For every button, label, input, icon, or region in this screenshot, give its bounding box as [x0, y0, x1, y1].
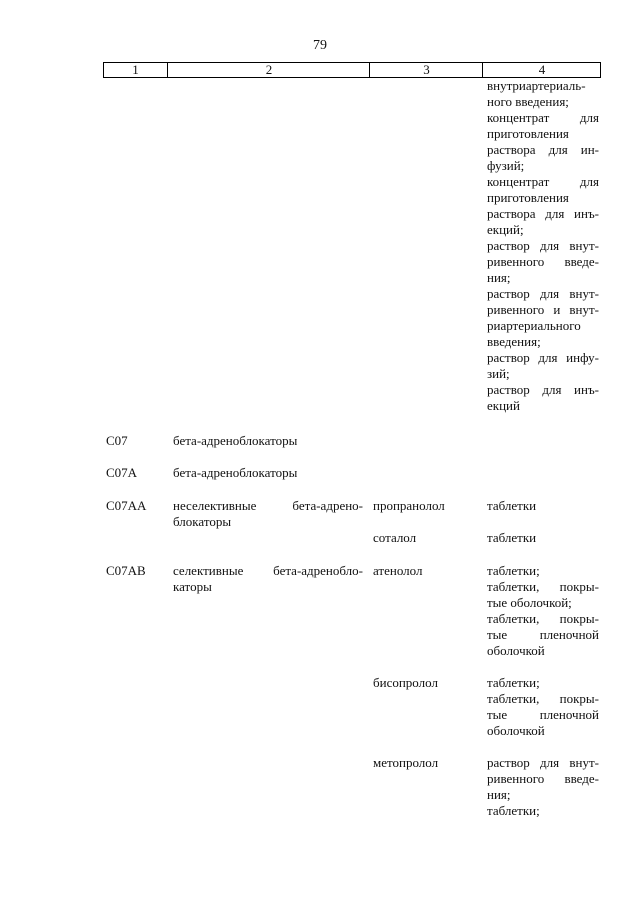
table-header: [103, 62, 601, 78]
group-line: каторы: [173, 579, 212, 594]
form-line: концентрат для: [487, 174, 599, 189]
form-line: ривенного и внут-: [487, 302, 599, 317]
atc-group-name: бета-адреноблокаторы: [173, 433, 298, 448]
drug-name: атенолол: [373, 563, 423, 578]
group-line: неселективные бета-адрено-: [173, 498, 363, 513]
dosage-form: таблетки: [487, 498, 537, 513]
continued-forms-cell: [487, 78, 599, 414]
atc-code: C07AB: [106, 563, 146, 578]
form-line: оболочкой: [487, 723, 545, 738]
form-line: ния;: [487, 270, 511, 285]
form-line: приготовления: [487, 126, 569, 141]
form-line: раствор для внут-: [487, 286, 599, 301]
header-col-1: 1: [132, 62, 139, 77]
form-line: раствора для инъ-: [487, 206, 599, 221]
form-line: концентрат для: [487, 110, 599, 125]
dosage-forms: [487, 675, 599, 739]
page-number: 79: [313, 38, 327, 53]
atc-code: C07AA: [106, 498, 147, 513]
form-line: раствор для инфу-: [487, 350, 599, 365]
form-line: фузий;: [487, 158, 525, 173]
form-line: зий;: [487, 366, 510, 381]
form-line: приготовления: [487, 190, 569, 205]
group-line: селективные бета-адренобло-: [173, 563, 363, 578]
form-line: тые пленочной: [487, 707, 599, 722]
form-line: ния;: [487, 787, 511, 802]
atc-group-name: [173, 498, 363, 530]
form-line: тые пленочной: [487, 627, 599, 642]
atc-group-name: бета-адреноблокаторы: [173, 465, 298, 480]
form-line: таблетки;: [487, 803, 540, 818]
form-line: раствор для внут-: [487, 755, 599, 770]
form-line: тые оболочкой;: [487, 595, 572, 610]
form-line: таблетки, покры-: [487, 579, 599, 594]
dosage-form: таблетки: [487, 530, 537, 545]
form-line: таблетки;: [487, 675, 540, 690]
atc-code: C07: [106, 433, 128, 448]
dosage-forms: [487, 563, 599, 659]
form-line: ного введения;: [487, 94, 569, 109]
dosage-forms: [487, 755, 599, 819]
form-line: оболочкой: [487, 643, 545, 658]
form-line: раствор для внут-: [487, 238, 599, 253]
form-line: екций: [487, 398, 520, 413]
form-line: раствора для ин-: [487, 142, 599, 157]
drug-name: пропранолол: [373, 498, 445, 513]
atc-group-name: [173, 563, 363, 595]
form-line: екций;: [487, 222, 524, 237]
form-line: раствор для инъ-: [487, 382, 599, 397]
group-line: блокаторы: [173, 514, 232, 529]
form-line: ривенного введе-: [487, 771, 599, 786]
form-line: риартериального: [487, 318, 581, 333]
header-col-3: 3: [369, 63, 483, 77]
atc-code: C07A: [106, 465, 138, 480]
form-line: введения;: [487, 334, 541, 349]
form-line: таблетки, покры-: [487, 611, 599, 626]
header-col-4: 4: [482, 63, 601, 77]
form-line: таблетки, покры-: [487, 691, 599, 706]
drug-name: метопролол: [373, 755, 439, 770]
header-col-2: 2: [167, 63, 370, 77]
drug-name: соталол: [373, 530, 417, 545]
form-line: таблетки;: [487, 563, 540, 578]
form-line: внутриартериаль-: [487, 78, 586, 93]
drug-name: бисопролол: [373, 675, 438, 690]
form-line: ривенного введе-: [487, 254, 599, 269]
